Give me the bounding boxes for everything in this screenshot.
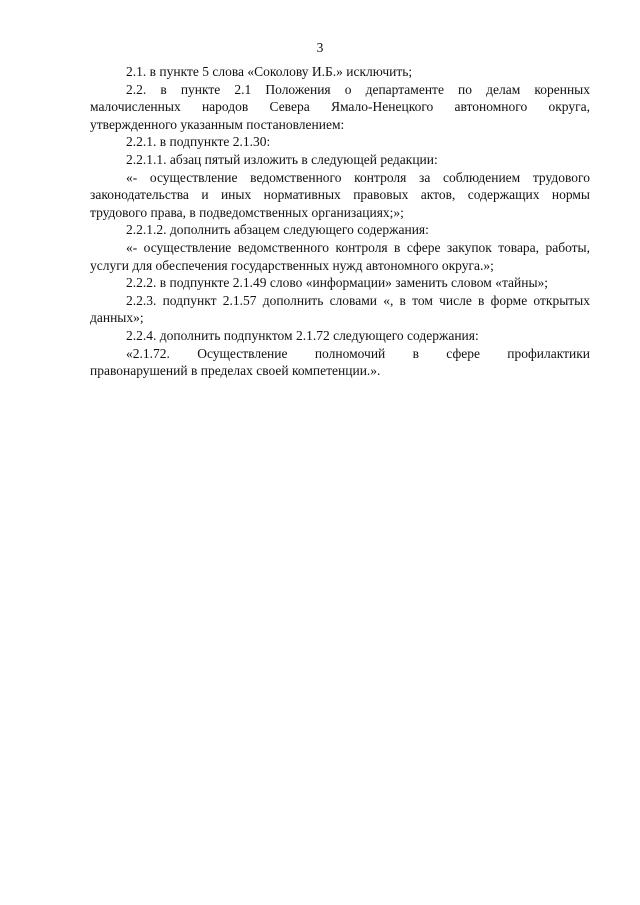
paragraph-2-2-2 — [90, 274, 590, 292]
paragraph-2-2 — [90, 81, 590, 134]
paragraph-2-1 — [90, 63, 590, 81]
text-line: данных»; — [90, 310, 144, 326]
text-line: законодательства и иных нормативных правовых актов, содержащих нормы — [90, 187, 590, 203]
text-line: 2.2.1.1. абзац пятый изложить в следующей редакции: — [126, 151, 438, 167]
text-line: «- осуществление ведомственного контроля в сфере закупок товара, работы, — [126, 239, 590, 255]
text-line: трудового права, в подведомственных организациях;»; — [90, 204, 404, 220]
text-line: услуги для обеспечения государственных нужд автономного округа.»; — [90, 257, 494, 273]
text-line: 2.1. в пункте 5 слова «Соколову И.Б.» исключить; — [126, 64, 413, 79]
paragraph-2-2-1-2 — [90, 221, 590, 239]
page-number: 3 — [316, 40, 324, 55]
text-line: правонарушений в пределах своей компетенции.». — [90, 363, 381, 379]
paragraph-2-2-4 — [90, 327, 590, 345]
text-line: 2.2.3. подпункт 2.1.57 дополнить словами «, в том числе в форме открытых — [126, 292, 590, 308]
text-line: 2.2.4. дополнить подпунктом 2.1.72 следующего содержания: — [126, 327, 479, 343]
text-line: «2.1.72. Осуществление полномочий в сфере профилактики — [126, 345, 590, 361]
text-line: малочисленных народов Севера Ямало-Ненецкого автономного округа, — [90, 99, 590, 115]
text-line: «- осуществление ведомственного контроля за соблюдением трудового — [126, 169, 590, 185]
paragraph-2-2-1 — [90, 133, 590, 151]
quote-paragraph-3 — [90, 345, 590, 380]
paragraph-2-2-3 — [90, 292, 590, 327]
quote-paragraph-1 — [90, 169, 590, 222]
text-line: 2.2.2. в подпункте 2.1.49 слово «информации» заменить словом «тайны»; — [126, 275, 549, 291]
text-line: утвержденного указанным постановлением: — [90, 116, 345, 132]
document-body — [90, 63, 590, 380]
quote-paragraph-2 — [90, 239, 590, 274]
text-line: 2.2.1.2. дополнить абзацем следующего содержания: — [126, 222, 429, 238]
paragraph-2-2-1-1 — [90, 151, 590, 169]
text-line: 2.2.1. в подпункте 2.1.30: — [126, 134, 271, 150]
text-line: 2.2. в пункте 2.1 Положения о департаменте по делам коренных — [126, 81, 590, 97]
